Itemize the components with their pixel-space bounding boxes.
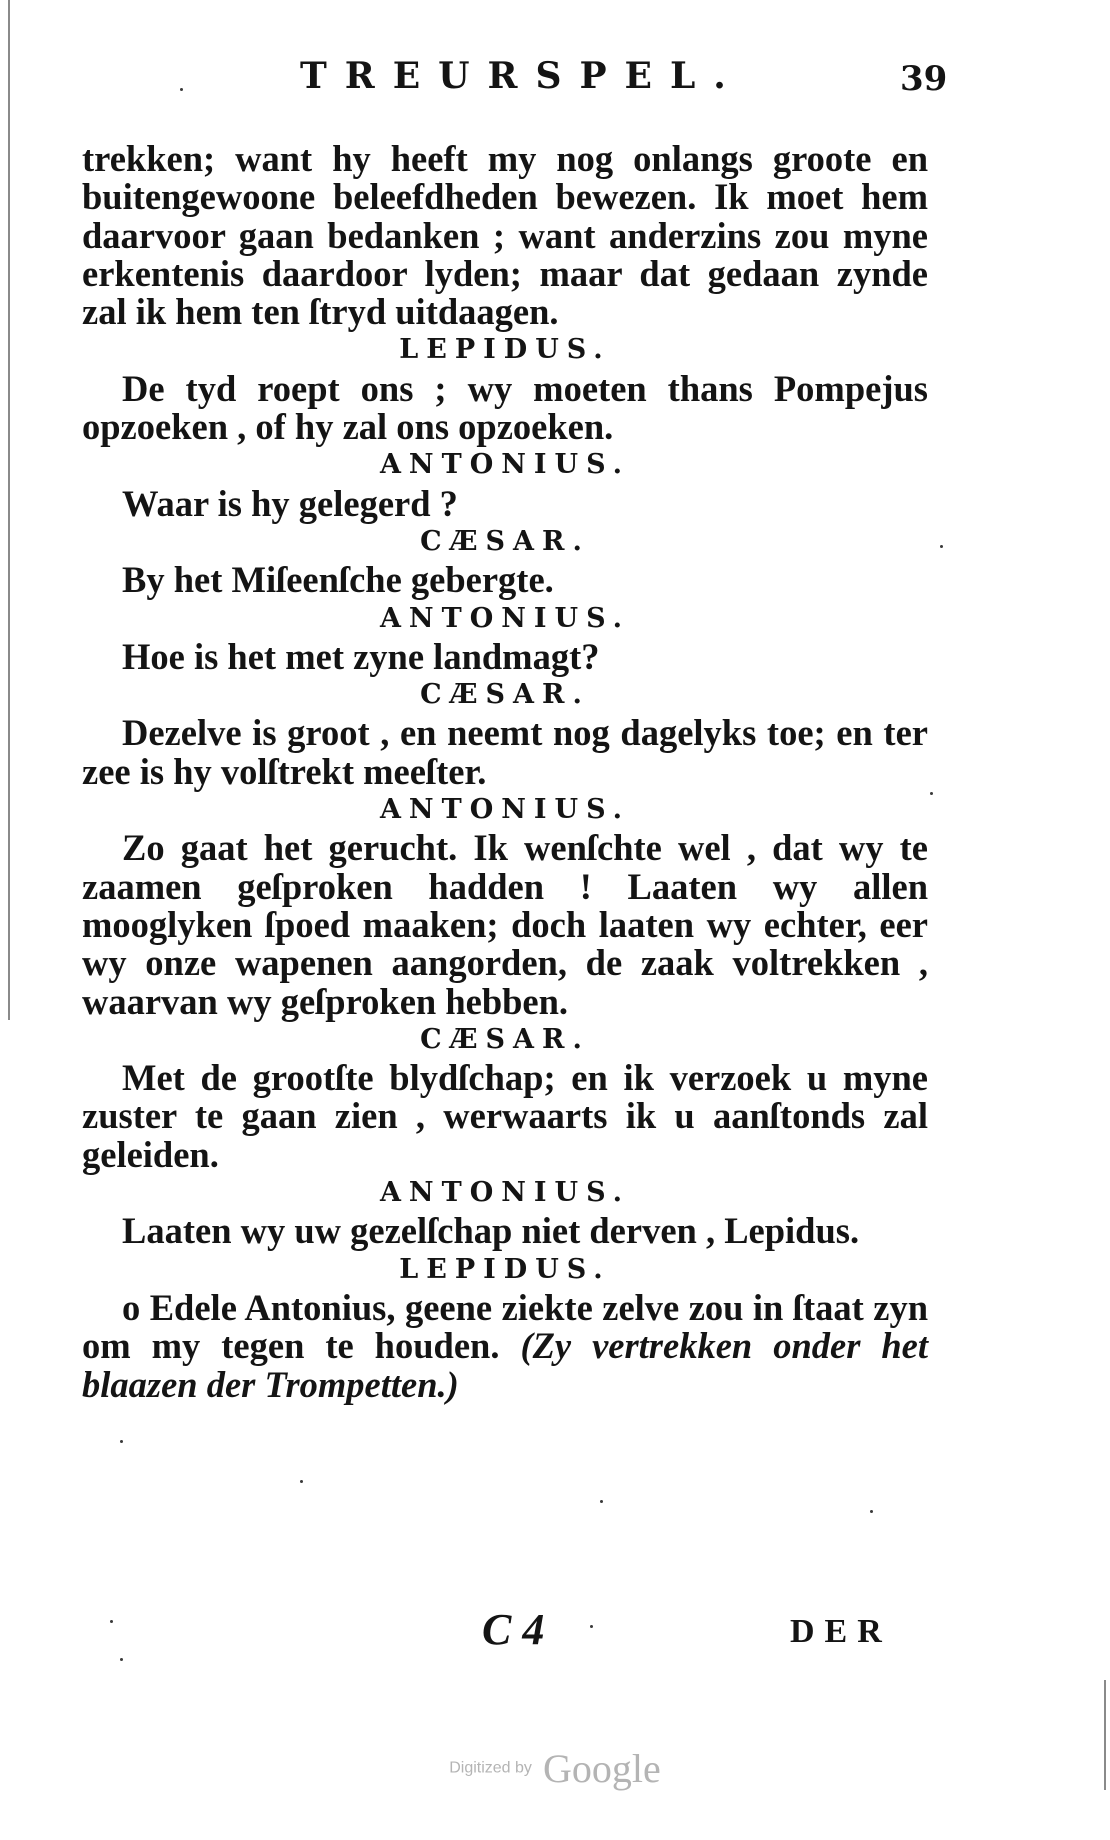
- speech-antonius-3: Zo gaat het gerucht. Ik wenſchte wel , dat wy te zaamen geſproken hadden ! Laaten wy allen mooglyken ſpoed maaken; doch laaten wy echter, eer wy onze wapenen aangorden, de zaak voltrekken , waarvan wy geſproken hebben.: [82, 827, 928, 1022]
- running-head: TREURSPEL.: [300, 55, 744, 97]
- page-edge-left: [8, 0, 10, 1020]
- speech-lepidus-2-text: o Edele Antonius, geene ziekte zelve zou in ſtaat zyn om my tegen te houden.: [82, 1286, 928, 1367]
- speaker-antonius: ANTONIUS.: [379, 794, 631, 826]
- speech-caesar-1: By het Miſeenſche gebergte.: [122, 559, 554, 601]
- play-text: [82, 140, 928, 1404]
- page-footer: [0, 1588, 1110, 1668]
- speech-lepidus-2: [82, 1286, 929, 1405]
- stage-direction: (Zy vertrekken onder het blaazen der Trompetten.): [82, 1325, 929, 1405]
- print-speck: [870, 1510, 873, 1513]
- speaker-caesar: CÆSAR.: [420, 1023, 590, 1055]
- speech-lepidus-1: De tyd roept ons ; wy moeten thans Pompejus opzoeken , of hy zal ons opzoeken.: [82, 367, 928, 448]
- speech-caesar-2: Dezelve is groot , en neemt nog dagelyks toe; en ter zee is hy volſtrekt meeſter.: [82, 712, 928, 792]
- print-speck: [180, 88, 183, 91]
- speaker-antonius: ANTONIUS.: [379, 1177, 631, 1209]
- print-speck: [110, 1620, 113, 1623]
- speaker-lepidus: LEPIDUS.: [399, 1253, 611, 1285]
- speaker-caesar: CÆSAR.: [420, 525, 590, 557]
- watermark-logo: Google: [543, 1745, 661, 1791]
- speech-antonius-4: Laaten wy uw gezelſchap niet derven , Lepidus.: [122, 1210, 860, 1252]
- catchword: DER: [790, 1613, 892, 1650]
- print-speck: [120, 1440, 123, 1443]
- speech-antonius-1: Waar is hy gelegerd ?: [122, 482, 458, 524]
- signature-mark: C 4: [482, 1605, 545, 1654]
- speaker-antonius: ANTONIUS.: [379, 602, 631, 634]
- watermark-prefix: Digitized by: [449, 1759, 532, 1777]
- speaker-caesar: CÆSAR.: [420, 679, 590, 711]
- print-speck: [120, 1658, 123, 1661]
- speech-antonius-2: Hoe is het met zyne landmagt?: [122, 635, 600, 677]
- print-speck: [930, 792, 933, 795]
- print-speck: [940, 545, 943, 548]
- print-speck: [300, 1480, 303, 1483]
- print-speck: [600, 1500, 603, 1503]
- speech-caesar-3: Met de grootſte blydſchap; en ik verzoek u myne zuster te gaan zien , werwaarts ik u aanſtonds zal geleiden.: [82, 1057, 928, 1175]
- digitization-watermark: [0, 1745, 1110, 1791]
- speaker-antonius: ANTONIUS.: [379, 449, 631, 481]
- speech-continuation: trekken; want hy heeft my nog onlangs groote en buitengewoone beleefdheden bewezen. Ik moet hem daarvoor gaan bedanken ; want anderzins zou myne erkentenis daardoor lyden; maar dat gedaan zynde zal ik hem ten ſtryd uitdaagen.: [82, 138, 928, 333]
- page-number: 39: [900, 59, 948, 99]
- speaker-lepidus: LEPIDUS.: [399, 334, 611, 366]
- print-speck: [590, 1625, 593, 1628]
